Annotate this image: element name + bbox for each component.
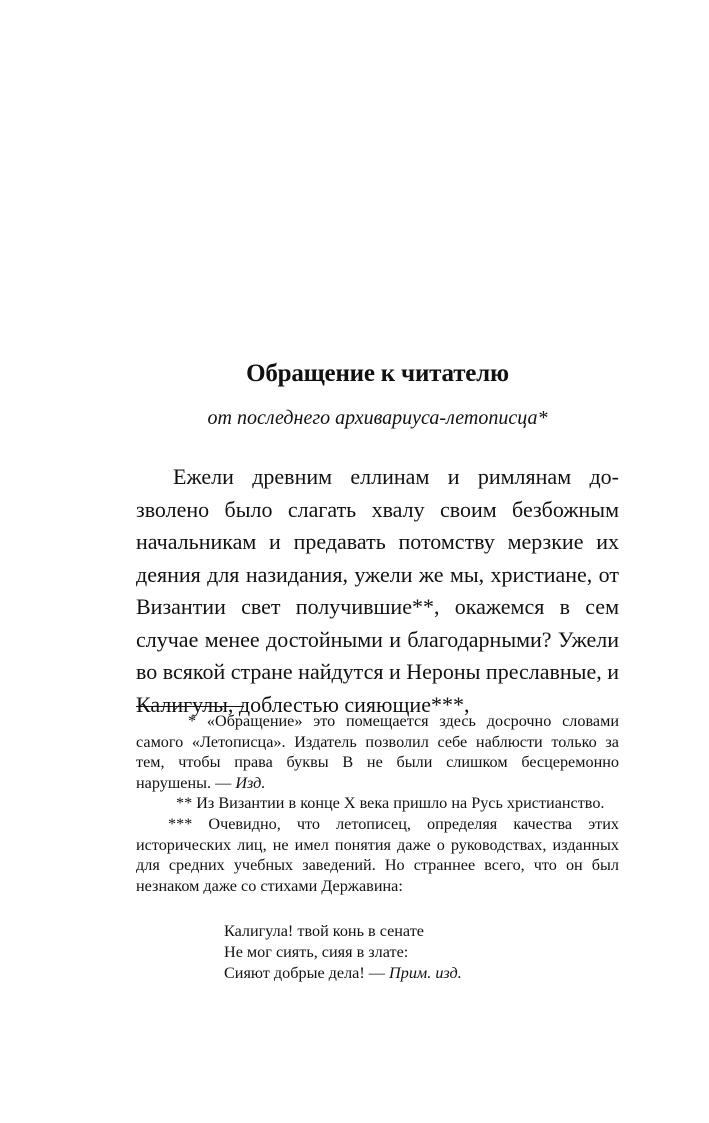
verse-line: Калигула! твой конь в сенате	[224, 922, 424, 940]
footnote-1	[136, 711, 619, 793]
footnote-1-source: Изд.	[235, 773, 266, 792]
book-page	[136, 0, 619, 1123]
verse-line: Не мог сиять, сияя в злате:	[224, 943, 409, 961]
main-paragraph-text: Ежели древним еллинам и римлянам дозволено было слагать хвалу своим безбожным начальникам и предавать потомству мерзкие их деяния для назидания, ужели же мы, христиане, от Византии свет получившие**, окажемся в сем случае менее достойными и благодарными? Ужели во всякой стране найдутся и Нероны преславные, и Калигулы, доблестью сияющие***,	[136, 464, 620, 717]
footnote-2	[136, 793, 619, 814]
footnote-separator	[136, 706, 244, 707]
chapter-title: Обращение к читателю	[246, 360, 509, 387]
footnote-1-text: * «Обращение» это помещается здесь досрочно словами самого «Летописца». Издатель позволил себе наблюсти только за тем, чтобы права буквы В не были слишком бесцеремонно нарушены. —	[136, 712, 619, 792]
verse-quote	[224, 921, 604, 984]
footnote-3-text: *** Очевидно, что летописец, определяя качества этих исторических лиц, не имел понятия даже о руководствах, изданных для средних учебных заведений. Но страннее всего, что он был незнаком даже со стихами Державина:	[136, 814, 619, 895]
main-paragraph	[136, 461, 619, 721]
verse-source: Прим. изд.	[389, 964, 462, 982]
verse-line-last	[224, 963, 604, 984]
footnotes	[136, 711, 619, 896]
footnote-2-text: ** Из Византии в конце X века пришло на Русь христианство.	[176, 794, 605, 813]
chapter-subtitle: от последнего архивариуса-летописца*	[207, 407, 548, 429]
footnote-3	[136, 814, 619, 896]
verse-last-text: Сияют добрые дела! —	[224, 964, 385, 982]
